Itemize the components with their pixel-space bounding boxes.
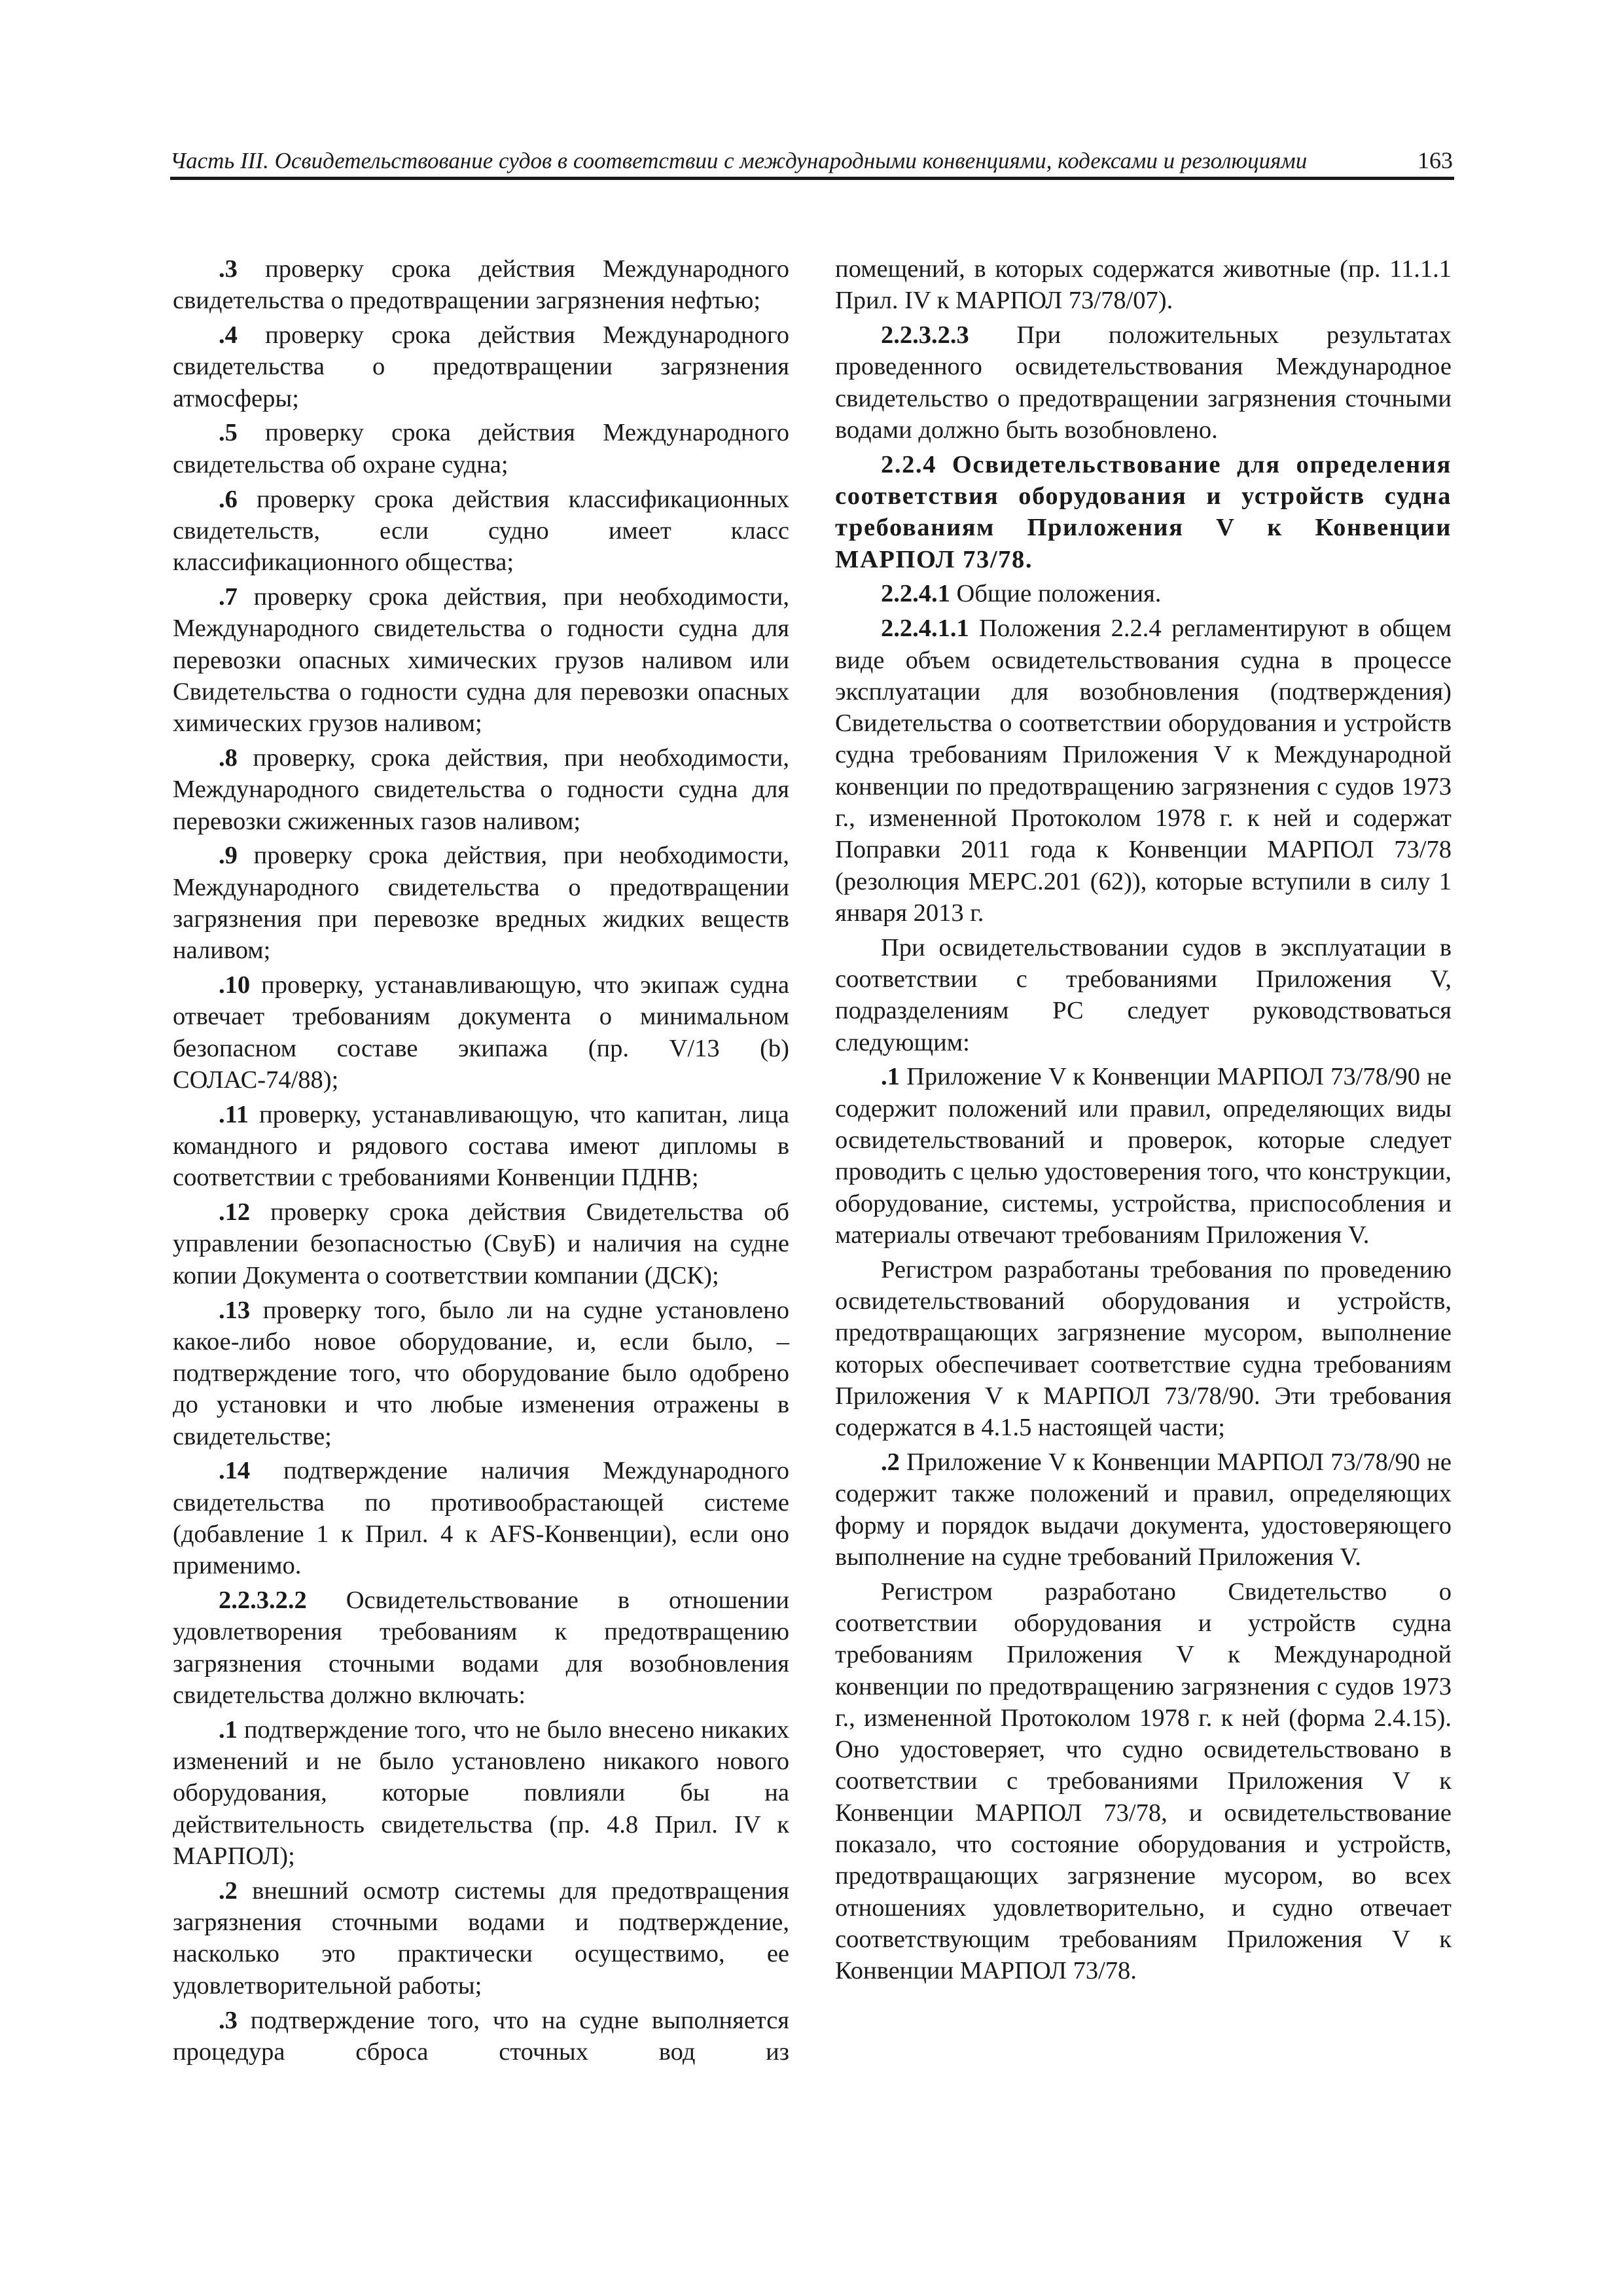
paragraph: .12 проверку срока действия Свидетельства об управлении безопасностью (СвуБ) и наличия на судне копии Документа о соответствии компании (ДСК); — [173, 1198, 789, 1289]
paragraph: .14 подтверждение наличия Международного свидетельства по противообрастающей системе (добавление 1 к Прил. 4 к AFS-Конвенции), если оно применимо. — [173, 1457, 789, 1580]
paragraph: .7 проверку срока действия, при необходимости, Международного свидетельства о годности судна для перевозки опасных химических грузов наливом или Свидетельства о годности судна для перевозки опасных химических грузов наливом; — [173, 583, 789, 738]
paragraph: .6 проверку срока действия классификационных свидетельств, если судно имеет класс классификационного общества; — [173, 485, 789, 577]
paragraph: Регистром разработано Свидетельство о соответствии оборудования и устройств судна требованиям Приложения V к Международной конвенции по предотвращению загрязнения с судов 1973 г., измененной Протоколом 1978 г. к ней (форма 2.4.15). Оно удостоверяет, что судно освидетельствовано в соответствии с требованиями Приложения V к Конвенции МАРПОЛ 73/78, и освидетельствование показало, что состояние оборудования и устройств, предотвращающих загрязнение мусором, во всех отношениях удовлетворительно, и судно отвечает соответствующим требованиям Приложения V к Конвенции МАРПОЛ 73/78. — [835, 1577, 1452, 1985]
right-column — [835, 253, 1452, 1990]
running-title: Часть III. Освидетельствование судов в соответствии с международными конвенциями, кодексами и резолюциями — [170, 148, 1308, 173]
page-number: 163 — [1418, 147, 1453, 173]
header-rule — [170, 177, 1454, 180]
paragraph: .11 проверку, устанавливающую, что капитан, лица командного и рядового состава имеют дипломы в соответствии с требованиями Конвенции ПДНВ; — [173, 1100, 789, 1192]
paragraph: .9 проверку срока действия, при необходимости, Международного свидетельства о предотвращении загрязнения при перевозке вредных жидких веществ наливом; — [173, 842, 789, 965]
paragraph-continuation: помещений, в которых содержатся животные (пр. 11.1.1 Прил. IV к МАРПОЛ 73/78/07). — [835, 255, 1452, 315]
paragraph: 2.2.4.1 Общие положения. — [881, 580, 1162, 608]
paragraph: .1 Приложение V к Конвенции МАРПОЛ 73/78/90 не содержит положений или правил, определяющих виды освидетельствований и проверок, которые следует проводить с целью удостоверения того, что конструкции, оборудование, системы, устройства, приспособления и материалы отвечают требованиям Приложения V. — [835, 1063, 1452, 1249]
paragraph: .8 проверку, срока действия, при необходимости, Международного свидетельства о годности судна для перевозки сжиженных газов наливом; — [173, 744, 789, 835]
section-heading: 2.2.4 Освидетельствование для определения соответствия оборудования и устройств судна требованиям Приложения V к Конвенции МАРПОЛ 73/78. — [835, 450, 1452, 573]
paragraph: .13 проверку того, было ли на судне установлено какое-либо новое оборудование, и, если было, – подтверждение того, что оборудование было одобрено до установки и что любые изменения отражены в свидетельстве; — [173, 1296, 789, 1450]
paragraph: При освидетельствовании судов в эксплуатации в соответствии с требованиями Приложения V, подразделениям РС следует руководствоваться следующим: — [835, 933, 1452, 1056]
paragraph: 2.2.3.2.3 При положительных результатах проведенного освидетельствования Международное свидетельство о предотвращении загрязнения сточными водами должно быть возобновлено. — [835, 321, 1452, 444]
paragraph: 2.2.4.1.1 Положения 2.2.4 регламентируют в общем виде объем освидетельствования судна в процессе эксплуатации для возобновления (подтверждения) Свидетельства о соответствии оборудования и устройств судна требованиям Приложения V к Международной конвенции по предотвращению загрязнения с судов 1973 г., измененной Протоколом 1978 г. к ней и содержат Поправки 2011 года к Конвенции МАРПОЛ 73/78 (резолюция МЕРС.201 (62)), которые вступили в силу 1 января 2013 г. — [835, 615, 1452, 927]
paragraph: .2 внешний осмотр системы для предотвращения загрязнения сточными водами и подтверждение, насколько это практически осуществимо, ее удовлетворительной работы; — [173, 1876, 789, 2000]
paragraph: Регистром разработаны требования по проведению освидетельствований оборудования и устройств, предотвращающих загрязнение мусором, выполнение которых обеспечивает соответствие судна требованиям Приложения V к МАРПОЛ 73/78/90. Эти требования содержатся в 4.1.5 настоящей части; — [835, 1255, 1452, 1442]
paragraph: .10 проверку, устанавливающую, что экипаж судна отвечает требованиям документа о минимальном безопасном составе экипажа (пр. V/13 (b) СОЛАС-74/88); — [173, 971, 789, 1094]
running-header — [170, 143, 1453, 182]
paragraph: .1 подтверждение того, что не было внесено никаких изменений и не было установлено никакого нового оборудования, которые повлияли бы на действительность свидетельства (пр. 4.8 Прил. IV к МАРПОЛ); — [173, 1715, 789, 1871]
paragraph: .4 проверку срока действия Международного свидетельства о предотвращении загрязнения атмосферы; — [173, 321, 789, 412]
paragraph: .2 Приложение V к Конвенции МАРПОЛ 73/78/90 не содержит также положений и правил, определяющих форму и порядок выдачи документа, удостоверяющего выполнение на судне требований Приложения V. — [835, 1448, 1452, 1571]
paragraph: 2.2.3.2.2 Освидетельствование в отношении удовлетворения требованиям к предотвращению загрязнения сточными водами для возобновления свидетельства должно включать: — [173, 1587, 789, 1710]
paragraph: .3 проверку срока действия Международного свидетельства о предотвращении загрязнения нефтью; — [173, 255, 789, 315]
left-column — [173, 253, 789, 2071]
paragraph: .5 проверку срока действия Международного свидетельства об охране судна; — [173, 419, 789, 478]
paragraph: .3 подтверждение того, что на судне выполняется процедура сброса сточных вод из — [173, 2006, 789, 2066]
